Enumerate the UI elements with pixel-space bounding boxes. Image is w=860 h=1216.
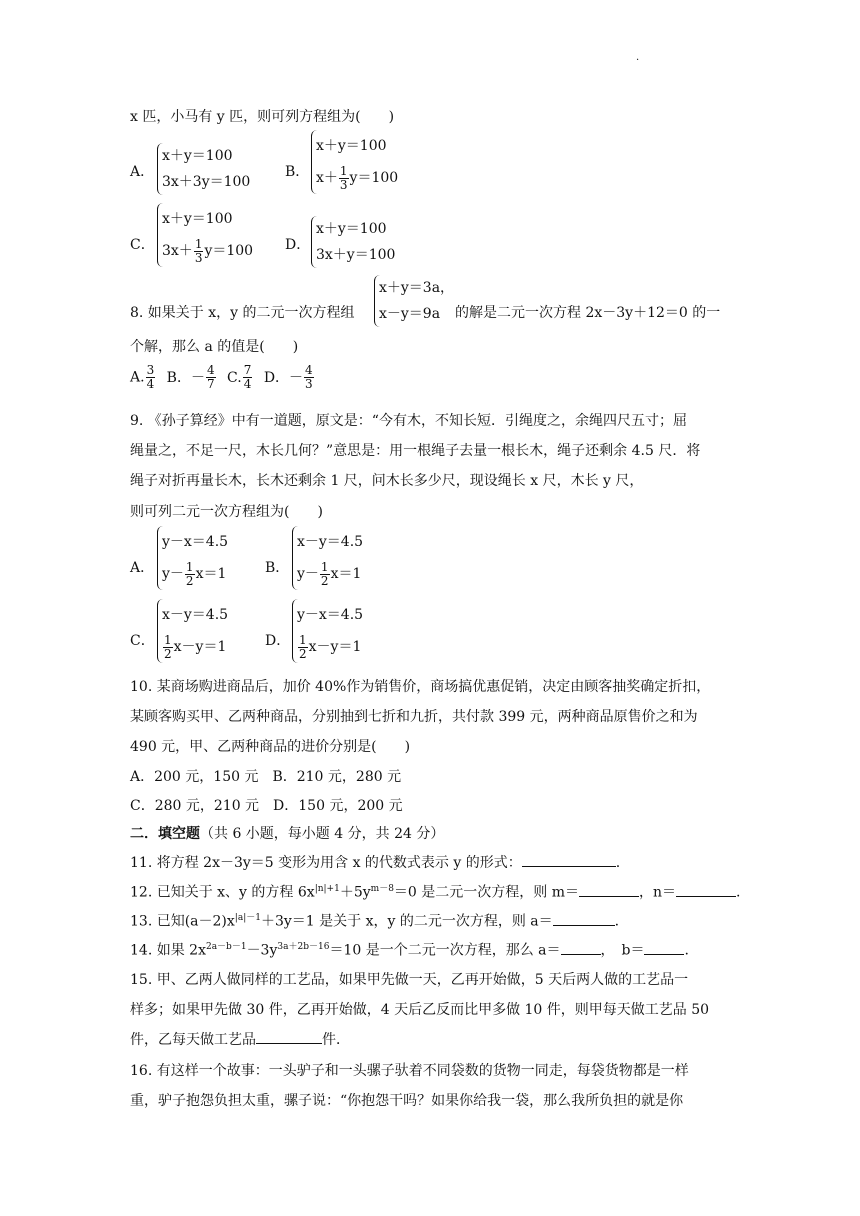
q7-option-d-label: D． [285,237,311,253]
fraction-one-third: $\frac{1}{3}$ [339,163,348,192]
corner-mark: . [636,52,640,63]
q14: 14. 如果 $2x^{2a-b-1}-3y^{3a+2b-16}=10$ 是一个二元一次方程，那么 a＝ ， b＝ . [130,942,689,959]
q7-option-b-system: x＋y＝100 x＋ $\frac{1}{3}$ y＝100 [311,130,398,194]
q7-option-d-system: x＋y＝100 3x＋y＝100 [311,216,395,268]
q9-line-3: 绳子对折再量长木，长木还剩余 1 尺，问木长多少尺，现设绳长 x 尺，木长 y 尺， [130,473,644,489]
q10-line-1: 10. 某商场购进商品后，加价 40%作为销售价，商场搞优惠促销，决定由顾客抽奖确定折扣， [130,679,711,695]
q15-line-2: 样多；如果甲先做 30 件，乙再开始做，4 天后乙反而比甲多做 10 件，则甲每天做工艺品 50 [130,1002,710,1018]
q9-option-a-system: y－x＝4.5 y－ $\frac{1}{2}$ x＝1 [157,526,228,590]
answer-blank-a [553,925,615,926]
q7-option-a-label: A． [130,164,155,180]
q8-stem-line2: 个解，那么 a 的值是( ) [130,339,299,355]
q7-option-b-label: B． [285,164,310,180]
q9-option-a-label: A． [130,560,155,576]
section-note: （共 6 小题，每小题 4 分，共 24 分） [200,826,445,842]
q8-option-c: C. [227,369,242,386]
q16-line-2: 重，驴子抱怨负担太重，骡子说：“你抱怨干吗？如果你给我一袋，那么我所负担的就是你 [130,1093,684,1109]
q8-option-a: A. [130,369,145,386]
q15-line-1: 15. 甲、乙两人做同样的工艺品，如果甲先做一天，乙再开始做，5 天后两人做的工艺品一 [130,972,689,988]
answer-blank-b [644,954,684,955]
q7-option-a-system: x＋y＝100 3x＋3y＝100 [157,143,250,195]
answer-blank [256,1043,322,1044]
q8-option-d: D．－ [263,369,304,386]
q13: 13. 已知$(a-2)x^{|a|-1}+3y=1$ 是关于 x，y 的二元一次方程，则 a＝ . [130,913,620,930]
q7-stem: x 匹，小马有 y 匹，则可列方程组为( ) [130,109,395,125]
answer-blank-n [676,896,736,897]
q10-line-3: 490 元，甲、乙两种商品的进价分别是( ) [130,739,411,755]
q10-line-2: 某顾客购买甲、乙两种商品，分别抽到七折和九折，共付款 399 元，两种商品原售价之和为 [130,709,698,725]
q11: 11. 将方程 2x－3y＝5 变形为用含 x 的代数式表示 y 的形式： . [130,855,621,871]
q12: 12. 已知关于 x、y 的方程 $6x^{|n|+1}+5y^{m-8}=0$ 是二元一次方程，则 m＝ ，n＝ . [130,884,741,901]
q10-options-cd: C．280 元，210 元 D．150 元，200 元 [130,798,403,814]
q10-options-ab: A．200 元，150 元 B．210 元，280 元 [130,769,402,785]
q9-option-b-label: B． [265,560,290,576]
q15-line-3: 件，乙每天做工艺品 件． [130,1032,350,1048]
section-2-heading [130,823,444,843]
q9-option-c-label: C． [130,633,155,649]
q8-option-b: B．－ [166,369,205,386]
q9-option-b-system: x－y＝4.5 y－ $\frac{1}{2}$ x＝1 [292,526,363,590]
q8-stem-post: 的解是二元一次方程 2x－3y＋12＝0 的一 [455,305,721,321]
q8-options: A. $\frac{3}{4}$ B．－ $\frac{4}{7}$ C. $\frac{7}{4}$ D．－ $\frac{4}{3}$ [130,363,313,391]
q7-option-c-system: x＋y＝100 3x＋ $\frac{1}{3}$ y＝100 [157,203,253,267]
answer-blank-a [561,954,601,955]
fraction-one-third: $\frac{1}{3}$ [194,236,203,265]
q9-option-d-system: y－x＝4.5 $\frac{1}{2}$ x－y＝1 [292,599,363,663]
q9-line-2: 绳量之，不足一尺，木长几何？”意思是：用一根绳子去量一根长木，绳子还剩余 4.5 尺．将 [130,443,701,459]
q7-option-c-label: C． [130,237,155,253]
q9-option-c-system: x－y＝4.5 $\frac{1}{2}$ x－y＝1 [157,599,228,663]
q9-option-d-label: D． [265,633,291,649]
answer-blank-m [579,896,639,897]
q16-line-1: 16. 有这样一个故事：一头驴子和一头骡子驮着不同袋数的货物一同走，每袋货物都是一样 [130,1063,689,1079]
q8-equation-system: x＋y＝3a， x－y＝9a [374,275,454,327]
section-title: 二．填空题 [130,826,200,842]
q9-line-4: 则可列二元一次方程组为( ) [130,504,323,520]
q9-line-1: 9. 《孙子算经》中有一道题，原文是：“今有木，不知长短．引绳度之，余绳四尺五寸；屈 [130,413,687,429]
q8-stem-pre: 8. 如果关于 x，y 的二元一次方程组 [130,305,355,321]
answer-blank [522,866,616,867]
